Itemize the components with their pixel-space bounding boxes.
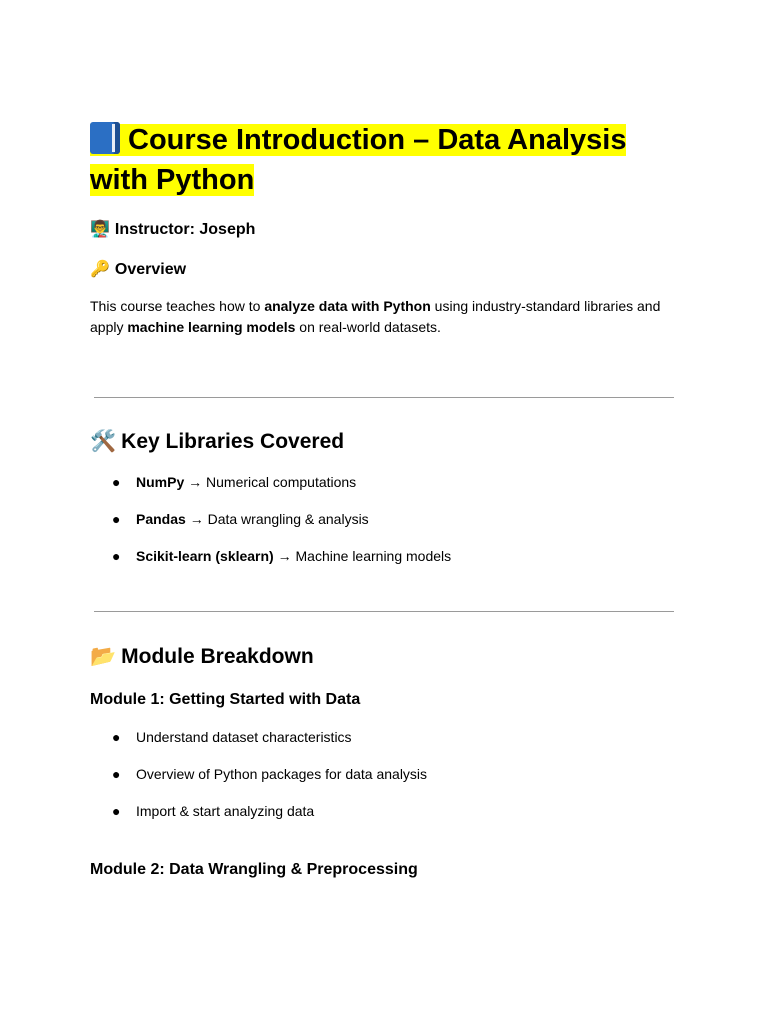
module-1-heading: Module 1: Getting Started with Data [90,691,361,708]
list-item-text: Understand dataset characteristics [136,729,352,745]
tools-icon: 🛠️ [90,430,117,453]
overview-heading [90,260,186,280]
overview-text-1: This course teaches how to [90,298,265,314]
library-name: Pandas [136,511,186,527]
list-item-text: Overview of Python packages for data analysis [136,766,428,782]
overview-bold-2: machine learning models [127,319,296,335]
overview-text-2: using industry-standard libraries and apply [90,298,661,335]
library-name: Scikit-learn (sklearn) [136,548,274,564]
list-item [112,727,427,764]
module-2-heading: Module 2: Data Wrangling & Preprocessing [90,861,418,878]
libraries-heading [90,428,344,456]
list-item [112,801,427,838]
page-title-text: Course Introduction – Data Analysis with Python [90,124,627,196]
divider [94,611,674,612]
overview-bold-1: analyze data with Python [264,298,431,314]
module-1-list [112,727,427,838]
overview-paragraph [90,296,680,338]
bullet-icon: ● [112,548,121,564]
library-desc: → Numerical computations [184,474,357,490]
modules-heading-text: Module Breakdown [121,645,314,668]
bullet-icon: ● [112,766,121,782]
list-item [112,472,451,509]
book-icon [90,122,120,154]
libraries-list [112,472,451,583]
library-desc: → Machine learning models [273,548,452,564]
open-folder-icon: 📂 [90,645,117,668]
key-icon: 🔑 [90,261,110,278]
list-item-text: Import & start analyzing data [136,803,315,819]
overview-text-3: on real-world datasets. [295,319,441,335]
bullet-icon: ● [112,474,121,490]
instructor-line [90,220,255,240]
page-title [90,120,670,200]
overview-heading-text: Overview [114,261,187,278]
divider [94,397,674,398]
libraries-heading-text: Key Libraries Covered [121,430,345,453]
modules-heading [90,643,314,671]
bullet-icon: ● [112,803,121,819]
bullet-icon: ● [112,511,121,527]
instructor-text: Instructor: Joseph [114,221,256,238]
bullet-icon: ● [112,729,121,745]
list-item [112,546,451,583]
list-item [112,764,427,801]
library-name: NumPy [136,474,185,490]
list-item [112,509,451,546]
library-desc: → Data wrangling & analysis [185,511,369,527]
teacher-icon: 👨‍🏫 [90,221,110,238]
